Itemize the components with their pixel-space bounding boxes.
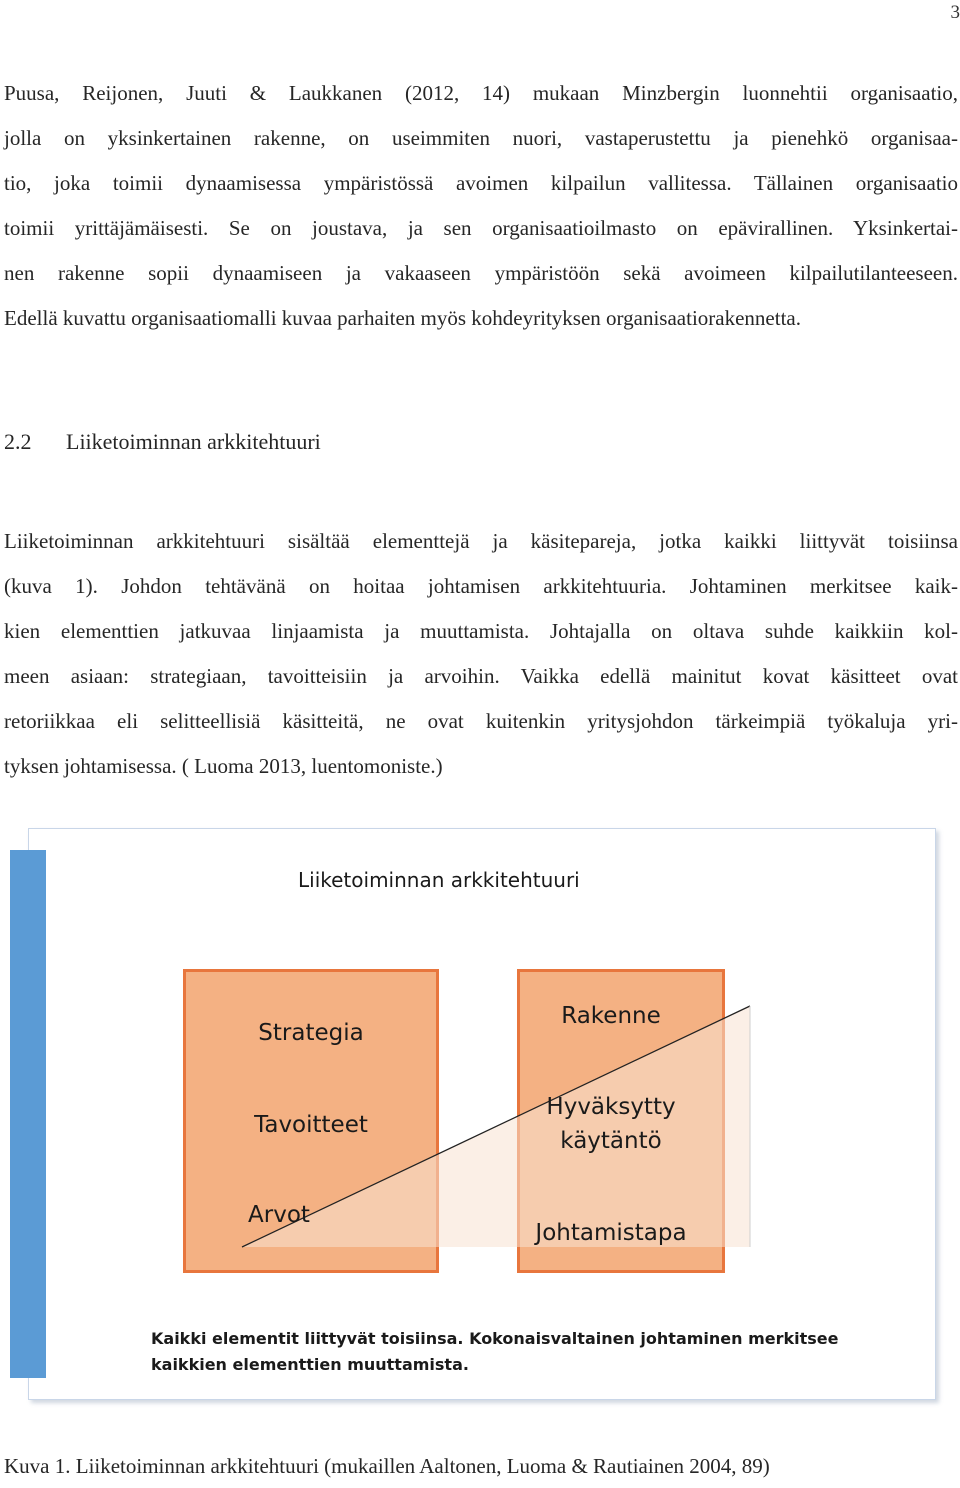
figure-title: Liiketoiminnan arkkitehtuuri [298,868,580,892]
figure-inner-caption [151,1326,839,1378]
diagonal-wedge [10,828,936,1400]
label-tavoitteet: Tavoitteet [183,1112,439,1138]
paragraph-line: Edellä kuvattu organisaatiomalli kuvaa parhaiten myös kohdeyrityksen organisaatiorakennetta. [4,296,958,341]
paragraph-minzberg [4,71,958,341]
paragraph-line: tio, joka toimii dynaamisessa ympäristössä avoimen kilpailun vallitessa. Tällainen organisaatio [4,161,958,206]
label-rakenne: Rakenne [507,1003,715,1029]
paragraph-line: (kuva 1). Johdon tehtävänä on hoitaa johtamisen arkkitehtuuria. Johtaminen merkitsee kaik- [4,564,958,609]
figure-inner-caption-line: kaikkien elementtien muuttamista. [151,1352,839,1378]
section-heading [4,419,321,465]
paragraph-line: retoriikkaa eli selitteellisiä käsitteitä, ne ovat kuitenkin yritysjohdon tärkeimpiä työkaluja yri- [4,699,958,744]
label-strategia: Strategia [183,1020,439,1046]
figure-inner-caption-line: Kaikki elementit liittyvät toisiinsa. Kokonaisvaltainen johtaminen merkitsee [151,1326,839,1352]
paragraph-line: Liiketoiminnan arkkitehtuuri sisältää elementtejä ja käsitepareja, jotka kaikki liittyvät toisiinsa [4,519,958,564]
page-number: 3 [951,2,960,24]
architecture-figure [10,828,936,1400]
label-arvot: Arvot [151,1202,407,1228]
paragraph-line: Puusa, Reijonen, Juuti & Laukkanen (2012, 14) mukaan Minzbergin luonnehtii organisaatio, [4,71,958,116]
section-number: 2.2 [4,419,66,465]
figure-caption: Kuva 1. Liiketoiminnan arkkitehtuuri (mukaillen Aaltonen, Luoma & Rautiainen 2004, 89) [4,1444,770,1488]
paragraph-line: jolla on yksinkertainen rakenne, on useimmiten nuori, vastaperustettu ja pienehkö organisaa- [4,116,958,161]
paragraph-line: meen asiaan: strategiaan, tavoitteisiin ja arvoihin. Vaikka edellä mainitut kovat käsitteet ovat [4,654,958,699]
paragraph-line: tyksen johtamisessa. ( Luoma 2013, luentomoniste.) [4,744,958,789]
label-johtamistapa: Johtamistapa [507,1220,715,1246]
paragraph-line: toimii yrittäjämäisesti. Se on joustava, ja sen organisaatioilmasto on epävirallinen. Yksinkertai- [4,206,958,251]
paragraph-line: nen rakenne sopii dynaamiseen ja vakaaseen ympäristöön sekä avoimeen kilpailutilanteeseen. [4,251,958,296]
section-title: Liiketoiminnan arkkitehtuuri [66,429,321,454]
label-hyvaksytty-kaytanto: Hyväksytty käytäntö [507,1090,715,1158]
paragraph-architecture [4,519,958,789]
paragraph-line: kien elementtien jatkuvaa linjaamista ja muuttamista. Johtajalla on oltava suhde kaikkiin kol- [4,609,958,654]
